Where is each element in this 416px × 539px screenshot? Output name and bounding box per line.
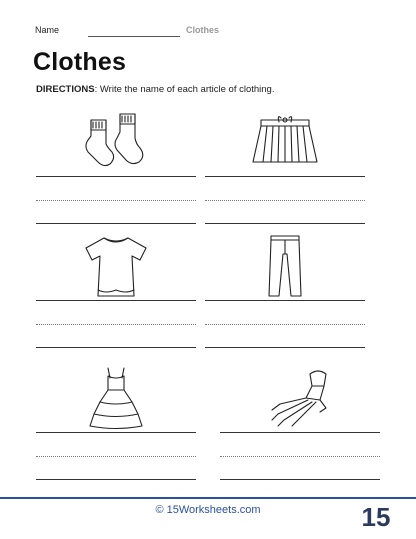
- page-title: Clothes: [33, 48, 127, 76]
- answer-baseline: [205, 223, 365, 224]
- item-cell-socks: [36, 108, 196, 224]
- answer-midline: [205, 200, 365, 201]
- answer-line[interactable]: [36, 176, 196, 177]
- footer-rule: [0, 497, 416, 499]
- worksheets-logo: [359, 500, 393, 536]
- answer-baseline: [36, 223, 196, 224]
- gloves-icon: [220, 364, 380, 432]
- name-line: [88, 36, 180, 37]
- answer-baseline: [36, 347, 196, 348]
- footer-credit[interactable]: © 15Worksheets.com: [155, 504, 261, 516]
- answer-midline: [205, 324, 365, 325]
- answer-baseline: [36, 479, 196, 480]
- answer-line[interactable]: [36, 432, 196, 433]
- sheet-tag: Clothes: [186, 25, 220, 35]
- item-cell-dress: [36, 364, 196, 480]
- answer-line[interactable]: [220, 432, 380, 433]
- socks-icon: [36, 108, 196, 176]
- t-shirt-icon: [36, 232, 196, 300]
- answer-baseline: [205, 347, 365, 348]
- directions-label: DIRECTIONS: [36, 84, 95, 95]
- dress-icon: [36, 364, 196, 432]
- leggings-icon: [205, 232, 365, 300]
- answer-midline: [36, 456, 196, 457]
- answer-line[interactable]: [205, 300, 365, 301]
- item-cell-gloves: [220, 364, 380, 480]
- item-cell-skirt: [205, 108, 365, 224]
- name-label: Name: [35, 25, 60, 35]
- item-cell-leggings: [205, 232, 365, 348]
- answer-line[interactable]: [205, 176, 365, 177]
- directions: [36, 84, 274, 95]
- answer-midline: [36, 324, 196, 325]
- item-cell-t-shirt: [36, 232, 196, 348]
- logo-number: 15: [361, 502, 391, 532]
- answer-baseline: [220, 479, 380, 480]
- answer-midline: [36, 200, 196, 201]
- skirt-icon: [205, 108, 365, 176]
- directions-text: : Write the name of each article of clothing.: [94, 84, 275, 95]
- answer-line[interactable]: [36, 300, 196, 301]
- answer-midline: [220, 456, 380, 457]
